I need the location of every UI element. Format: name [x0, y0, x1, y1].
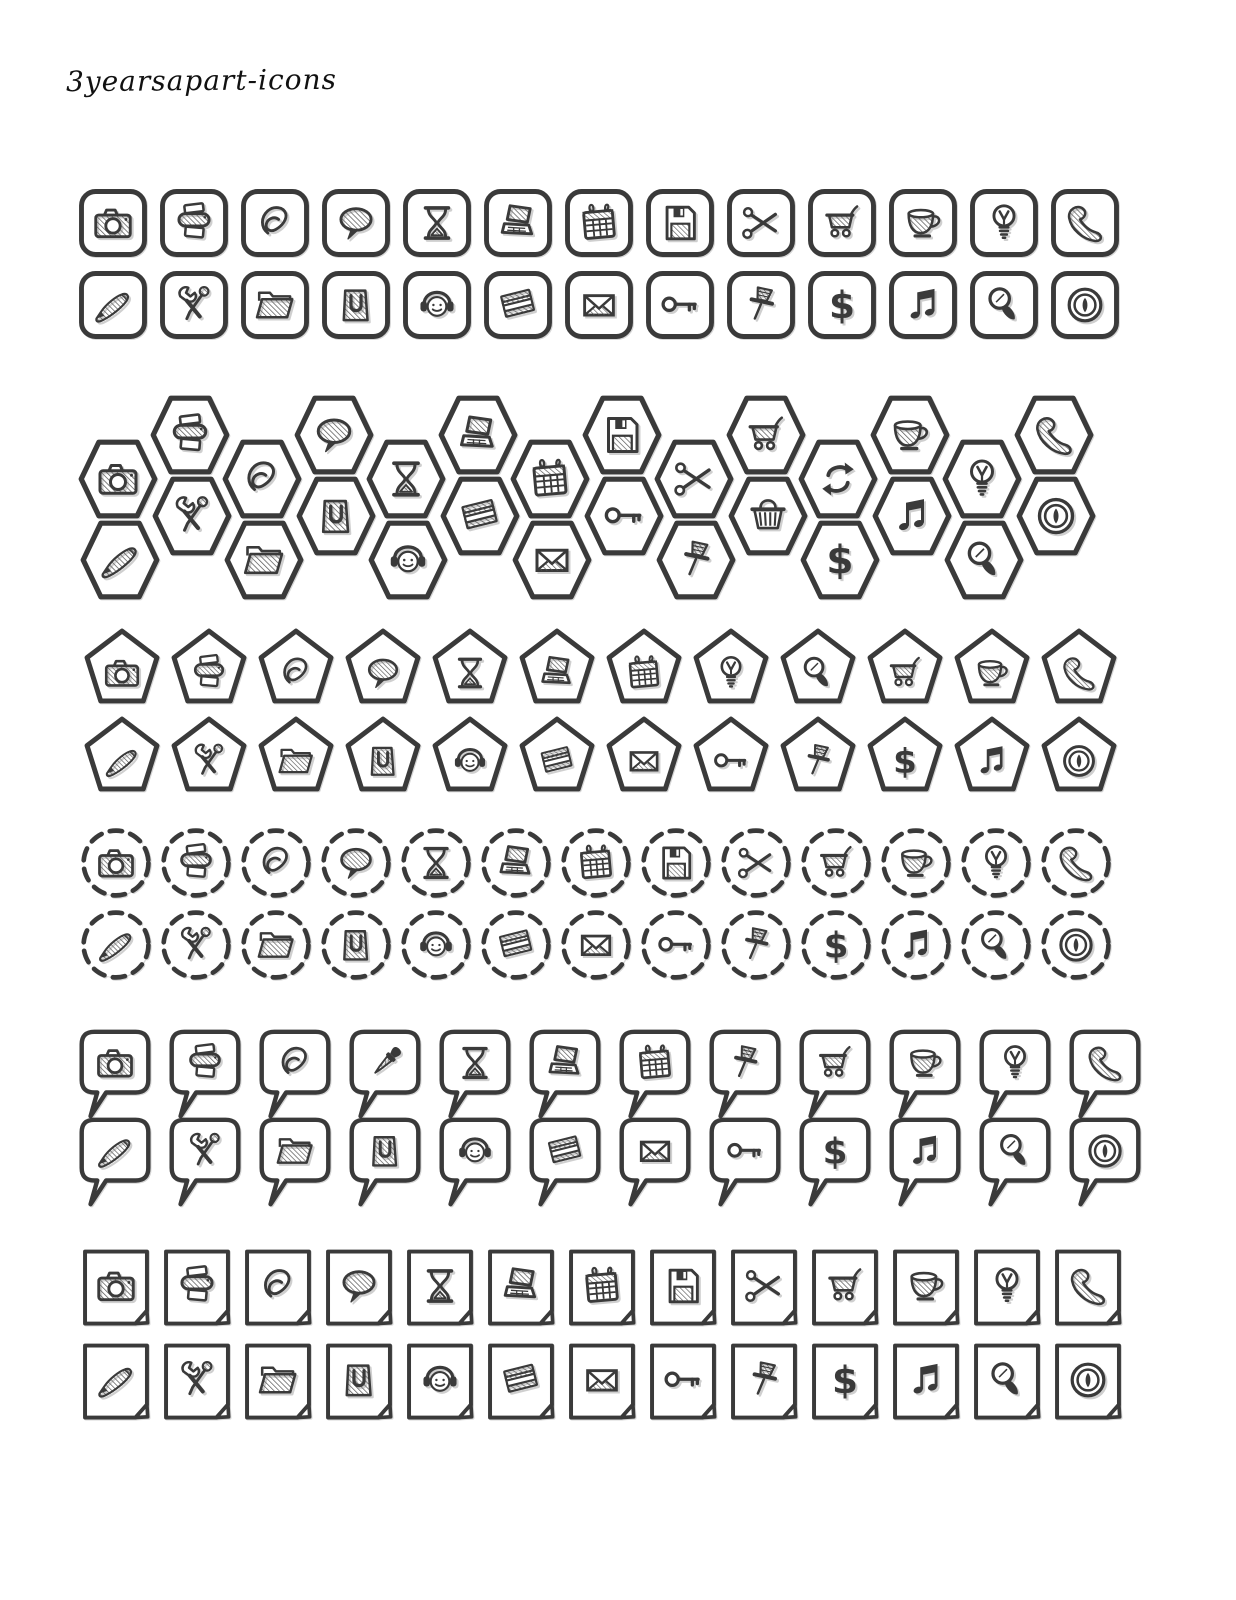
tools-icon-folded-page	[161, 1342, 233, 1424]
pentagons-row-1	[82, 628, 1119, 704]
shopping-bag-icon-folded-page	[323, 1342, 395, 1424]
pen-icon-folded-page	[80, 1342, 152, 1424]
printer-icon-pentagon	[169, 628, 249, 704]
magnifier-icon-pentagon	[778, 628, 858, 704]
folder-icon-rounded-square	[240, 270, 310, 340]
shopping-bag-icon-dashed-circle	[320, 909, 392, 981]
camera-icon-pentagon	[82, 628, 162, 704]
magnifier-icon-speech-bubble	[978, 1116, 1052, 1208]
laptop-icon-folded-page	[485, 1248, 557, 1330]
folder-icon-pentagon	[256, 716, 336, 792]
speech-bubble-icon-folded-page	[323, 1248, 395, 1330]
tools-icon-speech-bubble	[168, 1116, 242, 1208]
magnifier-icon-folded-page	[971, 1342, 1043, 1424]
coin-icon-rounded-square	[1050, 270, 1120, 340]
lightbulb-icon-rounded-square	[969, 188, 1039, 258]
printer-icon-folded-page	[161, 1248, 233, 1330]
scissors-icon-folded-page	[728, 1248, 800, 1330]
key-icon-dashed-circle	[640, 909, 712, 981]
music-note-icon-rounded-square	[888, 270, 958, 340]
shopping-cart-icon-rounded-square	[807, 188, 877, 258]
speech-bubbles-row-1	[78, 1028, 1142, 1120]
lightbulb-icon-folded-page	[971, 1248, 1043, 1330]
laptop-icon-speech-bubble	[528, 1028, 602, 1120]
speech-bubble-icon-rounded-square	[321, 188, 391, 258]
paperclip-icon-folded-page	[242, 1248, 314, 1330]
camera-icon-dashed-circle	[80, 827, 152, 899]
headset-icon-speech-bubble	[438, 1116, 512, 1208]
calendar-icon-folded-page	[566, 1248, 638, 1330]
scissors-icon-rounded-square	[726, 188, 796, 258]
dollar-icon-pentagon	[865, 716, 945, 792]
folded-pages-row-1	[80, 1248, 1124, 1330]
lightbulb-icon-speech-bubble	[978, 1028, 1052, 1120]
envelope-icon-folded-page	[566, 1342, 638, 1424]
key-icon-pentagon	[691, 716, 771, 792]
pushpin-icon-pentagon	[778, 716, 858, 792]
pen-icon-rounded-square	[78, 270, 148, 340]
folder-icon-folded-page	[242, 1342, 314, 1424]
calendar-icon-speech-bubble	[618, 1028, 692, 1120]
pen-icon-dashed-circle	[80, 909, 152, 981]
music-note-icon-pentagon	[952, 716, 1032, 792]
speech-bubbles-row-2	[78, 1116, 1142, 1208]
headset-icon-pentagon	[430, 716, 510, 792]
dollar-icon-rounded-square	[807, 270, 877, 340]
rounded-squares-row-1	[78, 188, 1120, 258]
speech-bubble-icon-pentagon	[343, 628, 423, 704]
teacup-icon-folded-page	[890, 1248, 962, 1330]
lightbulb-icon-dashed-circle	[960, 827, 1032, 899]
phone-icon-rounded-square	[1050, 188, 1120, 258]
paperclip-icon-dashed-circle	[240, 827, 312, 899]
floppy-disk-icon-dashed-circle	[640, 827, 712, 899]
shopping-bag-icon-pentagon	[343, 716, 423, 792]
teacup-icon-dashed-circle	[880, 827, 952, 899]
shopping-cart-icon-folded-page	[809, 1248, 881, 1330]
key-icon-speech-bubble	[708, 1116, 782, 1208]
section-folded-pages	[80, 1248, 1124, 1436]
printer-icon-rounded-square	[159, 188, 229, 258]
dropper-icon-speech-bubble	[348, 1028, 422, 1120]
tools-icon-rounded-square	[159, 270, 229, 340]
phone-icon-folded-page	[1052, 1248, 1124, 1330]
folded-pages-row-2	[80, 1342, 1124, 1424]
pushpin-icon-folded-page	[728, 1342, 800, 1424]
magnifier-icon-dashed-circle	[960, 909, 1032, 981]
key-icon-folded-page	[647, 1342, 719, 1424]
coin-icon-dashed-circle	[1040, 909, 1112, 981]
pushpin-icon-rounded-square	[726, 270, 796, 340]
hourglass-icon-rounded-square	[402, 188, 472, 258]
hourglass-icon-dashed-circle	[400, 827, 472, 899]
shopping-bag-icon-speech-bubble	[348, 1116, 422, 1208]
speech-bubble-icon-dashed-circle	[320, 827, 392, 899]
envelope-icon-speech-bubble	[618, 1116, 692, 1208]
lightbulb-icon-pentagon	[691, 628, 771, 704]
paperclip-icon-speech-bubble	[258, 1028, 332, 1120]
pushpin-icon-dashed-circle	[720, 909, 792, 981]
floppy-disk-icon-rounded-square	[645, 188, 715, 258]
shopping-cart-icon-pentagon	[865, 628, 945, 704]
phone-icon-hexagon	[1010, 395, 1098, 475]
envelope-icon-dashed-circle	[560, 909, 632, 981]
camera-icon-folded-page	[80, 1248, 152, 1330]
headset-icon-folded-page	[404, 1342, 476, 1424]
coin-icon-hexagon	[1012, 476, 1100, 556]
laptop-icon-pentagon	[517, 628, 597, 704]
paperclip-icon-pentagon	[256, 628, 336, 704]
hourglass-icon-speech-bubble	[438, 1028, 512, 1120]
folder-icon-dashed-circle	[240, 909, 312, 981]
shopping-cart-icon-speech-bubble	[798, 1028, 872, 1120]
shopping-cart-icon-dashed-circle	[800, 827, 872, 899]
phone-icon-speech-bubble	[1068, 1028, 1142, 1120]
coin-icon-speech-bubble	[1068, 1116, 1142, 1208]
camera-icon-rounded-square	[78, 188, 148, 258]
tools-icon-pentagon	[169, 716, 249, 792]
shopping-bag-icon-rounded-square	[321, 270, 391, 340]
pentagons-row-2	[82, 716, 1119, 792]
envelope-icon-rounded-square	[564, 270, 634, 340]
section-speech-bubbles	[78, 1028, 1142, 1208]
music-note-icon-dashed-circle	[880, 909, 952, 981]
pen-icon-speech-bubble	[78, 1116, 152, 1208]
magnifier-icon-rounded-square	[969, 270, 1039, 340]
dashed-circles-row-1	[80, 827, 1112, 899]
floppy-disk-icon-folded-page	[647, 1248, 719, 1330]
teacup-icon-pentagon	[952, 628, 1032, 704]
pushpin-icon-speech-bubble	[708, 1028, 782, 1120]
section-dashed-circles	[80, 827, 1112, 991]
coin-icon-pentagon	[1039, 716, 1119, 792]
phone-icon-dashed-circle	[1040, 827, 1112, 899]
scissors-icon-dashed-circle	[720, 827, 792, 899]
music-note-icon-speech-bubble	[888, 1116, 962, 1208]
section-honeycomb	[74, 393, 1204, 613]
folder-icon-speech-bubble	[258, 1116, 332, 1208]
printer-icon-speech-bubble	[168, 1028, 242, 1120]
calendar-icon-pentagon	[604, 628, 684, 704]
music-note-icon-folded-page	[890, 1342, 962, 1424]
pen-icon-pentagon	[82, 716, 162, 792]
rounded-squares-row-2	[78, 270, 1120, 340]
money-icon-rounded-square	[483, 270, 553, 340]
laptop-icon-rounded-square	[483, 188, 553, 258]
key-icon-rounded-square	[645, 270, 715, 340]
paperclip-icon-rounded-square	[240, 188, 310, 258]
teacup-icon-speech-bubble	[888, 1028, 962, 1120]
money-icon-dashed-circle	[480, 909, 552, 981]
headset-icon-dashed-circle	[400, 909, 472, 981]
money-icon-folded-page	[485, 1342, 557, 1424]
teacup-icon-rounded-square	[888, 188, 958, 258]
hourglass-icon-folded-page	[404, 1248, 476, 1330]
section-pentagons	[82, 628, 1119, 804]
camera-icon-speech-bubble	[78, 1028, 152, 1120]
section-rounded-squares	[78, 188, 1120, 352]
calendar-icon-rounded-square	[564, 188, 634, 258]
coin-icon-folded-page	[1052, 1342, 1124, 1424]
page-title: 3yearsapart-icons	[65, 62, 338, 99]
printer-icon-dashed-circle	[160, 827, 232, 899]
headset-icon-rounded-square	[402, 270, 472, 340]
calendar-icon-dashed-circle	[560, 827, 632, 899]
money-icon-pentagon	[517, 716, 597, 792]
honeycomb-row-2	[76, 520, 1084, 600]
envelope-icon-pentagon	[604, 716, 684, 792]
laptop-icon-dashed-circle	[480, 827, 552, 899]
money-icon-speech-bubble	[528, 1116, 602, 1208]
hourglass-icon-pentagon	[430, 628, 510, 704]
dashed-circles-row-2	[80, 909, 1112, 981]
tools-icon-dashed-circle	[160, 909, 232, 981]
phone-icon-pentagon	[1039, 628, 1119, 704]
dollar-icon-folded-page	[809, 1342, 881, 1424]
dollar-icon-speech-bubble	[798, 1116, 872, 1208]
dollar-icon-dashed-circle	[800, 909, 872, 981]
